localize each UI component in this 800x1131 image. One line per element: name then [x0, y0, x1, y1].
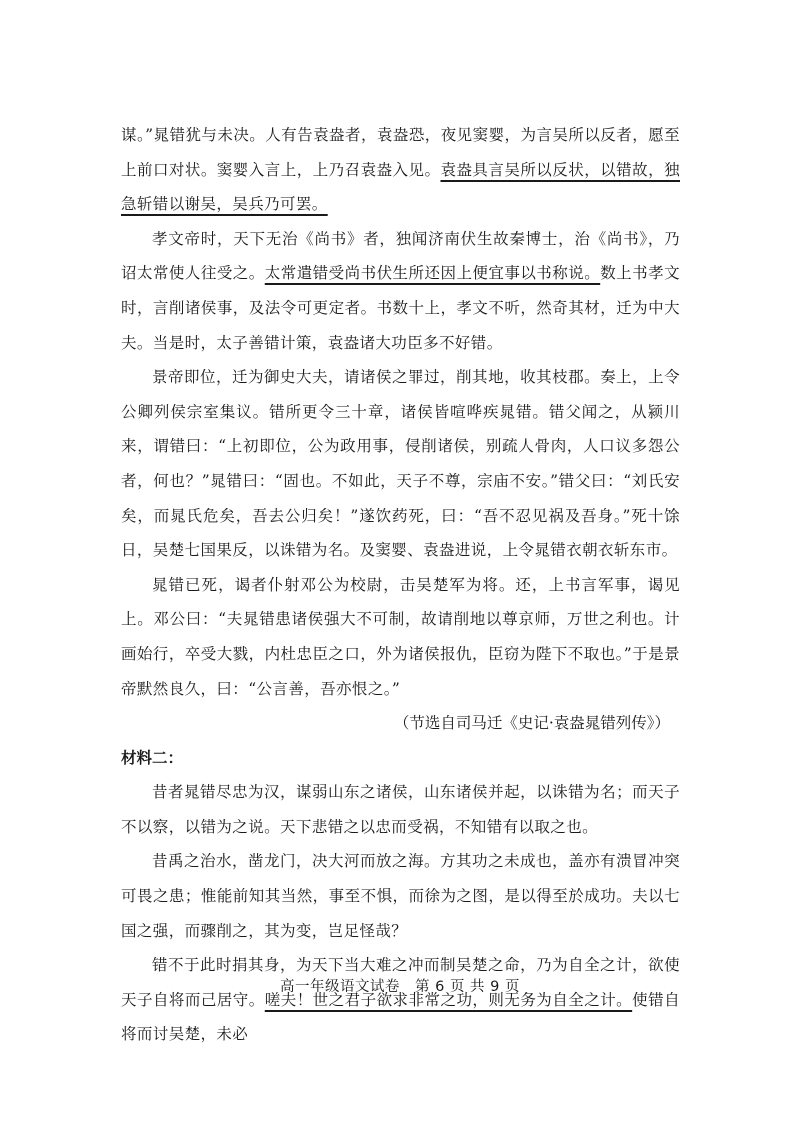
text-span: 晁错已死，谒者仆射邓公为校尉，击吴楚军为将。还，上书言军事，谒见上。邓公曰：“夫晁错患诸侯强大不可制，故请削地以尊京师，万世之利也。计画始行，卒受大戮，内杜忠臣之口，外为诸侯报仇，臣窃为陛下不取也。”于是景帝默然良久，曰：“公言善，吾亦恨之。” — [121, 575, 680, 698]
section-heading: 材料二： — [121, 748, 184, 767]
source-citation: （节选自司马迁《史记·袁盎晁错列传》） — [393, 714, 670, 733]
paragraph-6 — [121, 844, 680, 948]
underlined-sentence: 嗟夫！世之君子欲求非常之功，则无务为自全之计。 — [264, 990, 633, 1009]
paragraph-1 — [121, 118, 680, 222]
text-span: 孝文帝时，天下无治《尚书》者，独闻济南伏生故秦博士，治《尚书》，乃诏太常使人往受之。 — [121, 229, 680, 283]
text-span: 昔者晁错尽忠为汉，谋弱山东之诸侯，山东诸侯并起，以诛错为名；而天子不以察，以错为之说。天下悲错之以忠而受祸，不知错有以取之也。 — [121, 783, 680, 836]
paragraph-4 — [121, 568, 680, 706]
paragraph-3 — [121, 360, 680, 568]
paragraph-5 — [121, 775, 680, 844]
text-span: 错不于此时捐其身，为天下当大难之冲而制吴楚之命，乃为自全之计，欲使天子自将而己居守。 — [121, 956, 680, 1009]
underlined-sentence: 袁盎具言吴所以反状，以错故，独急斩错以谢吴，吴兵乃可罢。 — [121, 160, 680, 214]
paragraph-7 — [121, 948, 680, 1052]
text-span: 数上书孝文时，言削诸侯事，及法令可更定者。书数十上，孝文不听，然奇其材，迁为中大夫。当是时，太子善错计策，袁盎诸大功臣多不好错。 — [121, 264, 680, 352]
text-span: 谋。”晁错犹与未决。人有告袁盎者，袁盎恐，夜见窦婴，为言吴所以反者，愿至上前口对状。窦婴入言上，上乃召袁盎入见。 — [121, 126, 680, 179]
underlined-sentence: 太常遣错受尚书伏生所还因上便宜事以书称说。 — [264, 264, 601, 283]
paragraph-2 — [121, 222, 680, 360]
page-footer: 高一年级语文试卷 第 6 页 共 9 页 — [280, 979, 520, 995]
text-span: 使错自将而讨吴楚，未必 — [121, 990, 681, 1044]
text-span: 昔禹之治水，凿龙门，决大河而放之海。方其功之未成也，盖亦有溃冒冲突可畏之患；惟能前知其当然，事至不惧，而徐为之图，是以得至於成功。夫以七国之强，而骤削之，其为变，岂足怪哉？ — [121, 852, 680, 940]
text-span: 景帝即位，迁为御史大夫，请诸侯之罪过，削其地，收其枝郡。奏上，上令公卿列侯宗室集议。错所更令三十章，诸侯皆喧哗疾晁错。错父闻之，从颍川来，谓错曰：“上初即位，公为政用事，侵削诸侯，别疏人骨肉，人口议多怨公者，何也？”晁错曰：“固也。不如此，天子不尊，宗庙不安。”错父曰：“刘氏安矣，而晁氏危矣，吾去公归矣！”遂饮药死，曰：“吾不忍见祸及吾身。”死十馀日，吴楚七国果反，以诛错为名。及窦婴、袁盎进说，上令晁错衣朝衣斩东市。 — [121, 368, 680, 560]
